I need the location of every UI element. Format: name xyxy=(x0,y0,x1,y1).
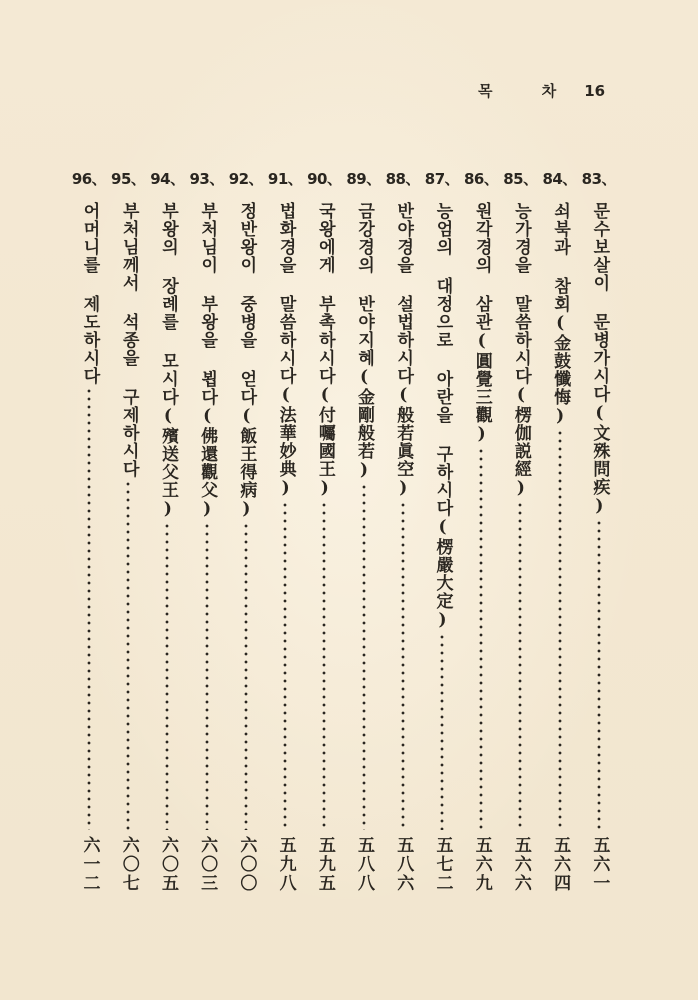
dot-leader xyxy=(205,522,209,830)
toc-entry xyxy=(384,172,422,914)
dot-leader xyxy=(558,429,562,830)
entry-number: 92、 xyxy=(228,170,264,188)
entry-number: 93、 xyxy=(189,170,224,188)
toc-entry xyxy=(423,172,461,914)
entry-title: 능엄의 대정으로 아란을 구하시다(楞嚴大定) xyxy=(432,202,453,631)
toc-entry xyxy=(501,172,539,914)
toc-entry xyxy=(305,172,343,914)
entry-page: 六〇五 xyxy=(157,836,178,893)
toc-entry xyxy=(188,172,226,914)
entry-page: 五八八 xyxy=(354,836,375,893)
entry-number: 96、 xyxy=(71,170,107,188)
entry-page: 六〇七 xyxy=(118,836,139,893)
entry-title: 능가경을 말씀하시다(楞伽説經) xyxy=(510,202,531,499)
toc-entry xyxy=(541,172,579,914)
entry-title: 부왕의 장례를 모시다(殯送父王) xyxy=(157,202,178,520)
entry-title: 법화경을 말씀하시다(法華妙典) xyxy=(275,202,296,499)
entry-page: 五六一 xyxy=(589,836,610,893)
entry-number: 94、 xyxy=(150,170,185,188)
dot-leader xyxy=(362,483,366,830)
entry-number: 91、 xyxy=(267,170,303,188)
toc-entry xyxy=(266,172,304,914)
entry-title: 원각경의 삼관(圓覺三觀) xyxy=(471,202,492,445)
dot-leader xyxy=(87,387,91,830)
toc-entry xyxy=(580,172,618,914)
dot-leader xyxy=(597,519,601,830)
dot-leader xyxy=(165,522,169,830)
entry-page: 五六六 xyxy=(510,836,531,893)
entry-title: 쇠북과 참회(金鼓懺悔) xyxy=(550,202,571,427)
entry-page: 五六九 xyxy=(471,836,492,893)
entry-title: 부처님께서 석종을 구제하시다 xyxy=(118,202,139,478)
entry-number: 90、 xyxy=(307,170,342,188)
table-of-contents xyxy=(70,172,618,914)
dot-leader xyxy=(126,480,130,830)
toc-entry xyxy=(462,172,500,914)
toc-entry xyxy=(345,172,383,914)
dot-leader xyxy=(440,633,444,830)
entry-number: 84、 xyxy=(542,170,577,188)
entry-page: 六一二 xyxy=(79,836,100,893)
running-head-page-number: 16 xyxy=(584,82,606,100)
entry-number: 86、 xyxy=(464,170,499,188)
entry-number: 88、 xyxy=(385,170,420,188)
entry-page: 六〇三 xyxy=(197,836,218,893)
dot-leader xyxy=(322,501,326,830)
entry-page: 五九八 xyxy=(275,836,296,893)
entry-title: 반야경을 설법하시다(般若眞空) xyxy=(393,202,414,499)
dot-leader xyxy=(401,501,405,830)
entry-title: 부처님이 부왕을 뵙다(佛還觀父) xyxy=(197,202,218,520)
running-head xyxy=(478,80,605,101)
toc-entry xyxy=(148,172,186,914)
entry-number: 85、 xyxy=(503,170,538,188)
entry-page: 五七二 xyxy=(432,836,453,893)
entry-number: 87、 xyxy=(424,170,460,188)
entry-number: 95、 xyxy=(111,170,146,188)
entry-title: 국왕에게 부촉하시다(付囑國王) xyxy=(314,202,335,499)
dot-leader xyxy=(244,522,248,830)
entry-title: 어머니를 제도하시다 xyxy=(79,202,100,385)
dot-leader xyxy=(479,447,483,830)
entry-title: 문수보살이 문병가시다(文殊問疾) xyxy=(589,202,610,517)
toc-entry xyxy=(109,172,147,914)
entry-page: 六〇〇 xyxy=(236,836,257,893)
entry-page: 五八六 xyxy=(393,836,414,893)
entry-title: 금강경의 반야지혜(金剛般若) xyxy=(354,202,375,481)
toc-entry xyxy=(70,172,108,914)
entry-page: 五九五 xyxy=(314,836,335,893)
running-head-title: 목 차 xyxy=(478,82,579,100)
entry-number: 89、 xyxy=(346,170,381,188)
entry-number: 83、 xyxy=(581,170,617,188)
entry-title: 정반왕이 중병을 얻다(飯王得病) xyxy=(236,202,257,520)
toc-entry xyxy=(227,172,265,914)
entry-page: 五六四 xyxy=(550,836,571,893)
dot-leader xyxy=(518,501,522,830)
dot-leader xyxy=(283,501,287,830)
